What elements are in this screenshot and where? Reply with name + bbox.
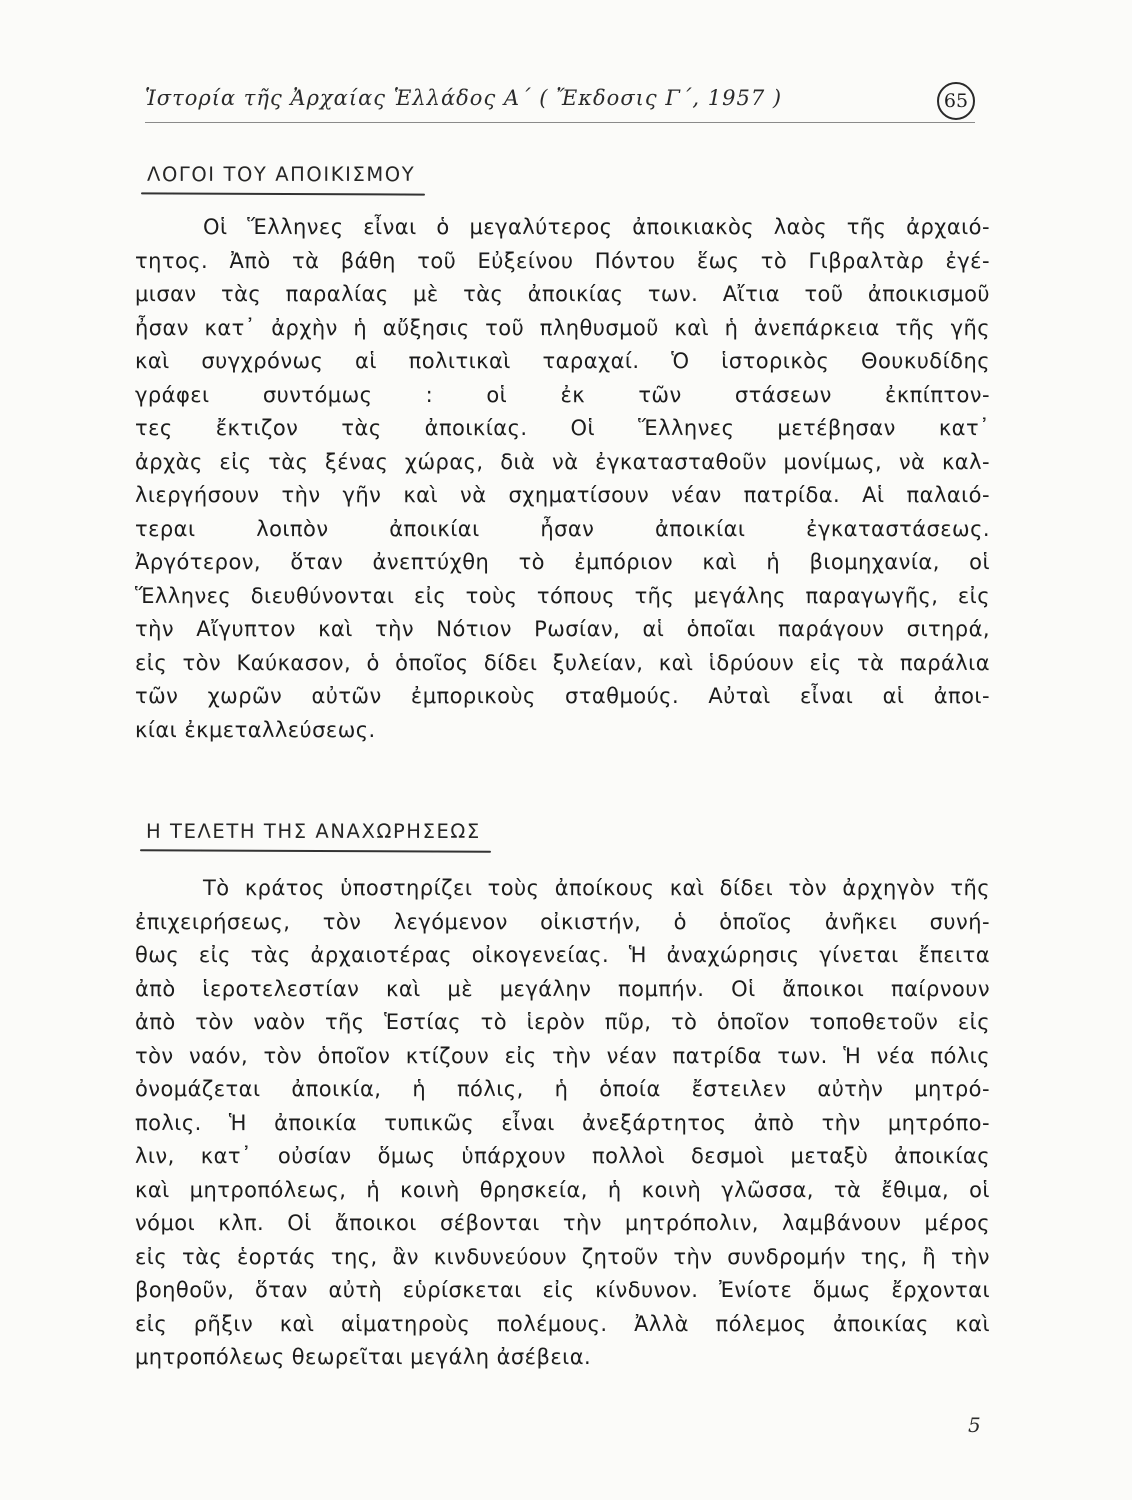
text-line: νόμοι κλπ. Οἱ ἄποικοι σέβονται τὴν μητρόπολιν, λαμβάνουν μέρος	[135, 1211, 990, 1235]
heading-underline	[141, 192, 425, 195]
section-heading-reasons	[147, 163, 415, 186]
text-line: μισαν τὰς παραλίας μὲ τὰς ἀποικίας των. Αἴτια τοῦ ἀποικισμοῦ	[135, 282, 990, 306]
text-line: Οἱ Ἕλληνες εἶναι ὁ μεγαλύτερος ἀποικιακὸς λαὸς τῆς ἀρχαιό-	[203, 215, 990, 239]
text-line: Τὸ κράτος ὑποστηρίζει τοὺς ἀποίκους καὶ δίδει τὸν ἀρχηγὸν τῆς	[203, 876, 990, 900]
text-line: θως εἰς τὰς ἀρχαιοτέρας οἰκογενείας. Ἡ ἀναχώρησις γίνεται ἔπειτα	[135, 943, 990, 967]
text-line: λιν, κατ᾿ οὐσίαν ὅμως ὑπάρχουν πολλοὶ δεσμοὶ μεταξὺ ἀποικίας	[135, 1144, 990, 1168]
section-heading-text: Η ΤΕΛΕΤΗ ΤΗΣ ΑΝΑΧΩΡΗΣΕΩΣ	[146, 820, 481, 843]
text-line: ἀρχὰς εἰς τὰς ξένας χώρας, διὰ νὰ ἐγκατασταθοῦν μονίμως, νὰ καλ-	[135, 449, 990, 474]
text-line: καὶ συγχρόνως αἱ πολιτικαὶ ταραχαί. Ὁ ἱστορικὸς Θουκυδίδης	[135, 349, 990, 373]
text-line: εἰς τὸν Καύκασον, ὁ ὁποῖος δίδει ξυλείαν, καὶ ἱδρύουν εἰς τὰ παράλια	[135, 650, 990, 675]
text-line: τεραι λοιπὸν ἀποικίαι ἦσαν ἀποικίαι ἐγκαταστάσεως.	[135, 516, 990, 541]
running-header	[145, 78, 975, 124]
text-line: τῶν χωρῶν αὐτῶν ἐμπορικοὺς σταθμούς. Αὐταὶ εἶναι αἱ ἀποι-	[135, 684, 990, 708]
text-line: ἀπὸ ἱεροτελεστίαν καὶ μὲ μεγάλην πομπήν. Οἱ ἄποικοι παίρνουν	[135, 976, 990, 1001]
section-heading-text: ΛΟΓΟΙ ΤΟΥ ΑΠΟΙΚΙΣΜΟΥ	[147, 163, 416, 186]
page-number-badge: 65	[937, 82, 975, 120]
text-line: μητροπόλεως θεωρεῖται μεγάλη ἀσέβεια.	[135, 1345, 592, 1369]
text-line: τητος. Ἀπὸ τὰ βάθη τοῦ Εὐξείνου Πόντου ἕως τὸ Γιβραλτὰρ ἐγέ-	[135, 248, 990, 273]
text-line: ἦσαν κατ᾿ ἀρχὴν ἡ αὔξησις τοῦ πληθυσμοῦ καὶ ἡ ἀνεπάρκεια τῆς γῆς	[135, 315, 990, 340]
header-rule	[145, 122, 975, 123]
text-line: ἐπιχειρήσεως, τὸν λεγόμενον οἰκιστήν, ὁ ὁποῖος ἀνῆκει συνή-	[135, 909, 990, 934]
text-line: κίαι ἐκμεταλλεύσεως.	[135, 717, 376, 742]
text-line: τες ἔκτιζον τὰς ἀποικίας. Οἱ Ἕλληνες μετέβησαν κατ᾿	[135, 416, 990, 440]
text-line: Ἕλληνες διευθύνονται εἰς τοὺς τόπους τῆς μεγάλης παραγωγῆς, εἰς	[135, 583, 990, 608]
text-line: γράφει συντόμως : οἱ ἐκ τῶν στάσεων ἐκπίπτον-	[135, 382, 990, 407]
section-body-reasons	[135, 211, 990, 747]
section-heading-departure	[146, 820, 481, 843]
text-line: ὀνομάζεται ἀποικία, ἡ πόλις, ἡ ὁποία ἔστειλεν αὐτὴν μητρό-	[135, 1077, 990, 1101]
text-line: Ἀργότερον, ὅταν ἀνεπτύχθη τὸ ἐμπόριον καὶ ἡ βιομηχανία, οἱ	[135, 550, 990, 574]
text-line: πολις. Ἡ ἀποικία τυπικῶς εἶναι ἀνεξάρτητος ἀπὸ τὴν μητρόπο-	[135, 1110, 990, 1135]
text-line: τὴν Αἴγυπτον καὶ τὴν Νότιον Ρωσίαν, αἱ ὁποῖαι παράγουν σιτηρά,	[135, 617, 990, 641]
text-line: καὶ μητροπόλεως, ἡ κοινὴ θρησκεία, ἡ κοινὴ γλῶσσα, τὰ ἔθιμα, οἱ	[135, 1177, 990, 1202]
text-line: ἀπὸ τὸν ναὸν τῆς Ἑστίας τὸ ἱερὸν πῦρ, τὸ ὁποῖον τοποθετοῦν εἰς	[135, 1010, 990, 1034]
section-body-departure	[135, 872, 990, 1375]
text-line: εἰς τὰς ἑορτάς της, ἂν κινδυνεύουν ζητοῦν τὴν συνδρομήν της, ἢ τὴν	[135, 1244, 990, 1269]
folio-signature: 5	[968, 1413, 981, 1437]
heading-underline	[140, 849, 491, 853]
text-line: λιεργήσουν τὴν γῆν καὶ νὰ σχηματίσουν νέαν πατρίδα. Αἱ παλαιό-	[135, 483, 990, 507]
text-line: βοηθοῦν, ὅταν αὐτὴ εὑρίσκεται εἰς κίνδυνον. Ἐνίοτε ὅμως ἔρχονται	[135, 1278, 990, 1302]
text-line: τὸν ναόν, τὸν ὁποῖον κτίζουν εἰς τὴν νέαν πατρίδα των. Ἡ νέα πόλις	[135, 1043, 990, 1068]
header-title: Ἱστορία τῆς Ἀρχαίας Ἑλλάδος Α΄ ( Ἔκδοσις Γ΄, 1957 )	[145, 86, 783, 110]
text-line: εἰς ρῆξιν καὶ αἱματηροὺς πολέμους. Ἀλλὰ πόλεμος ἀποικίας καὶ	[135, 1311, 990, 1336]
